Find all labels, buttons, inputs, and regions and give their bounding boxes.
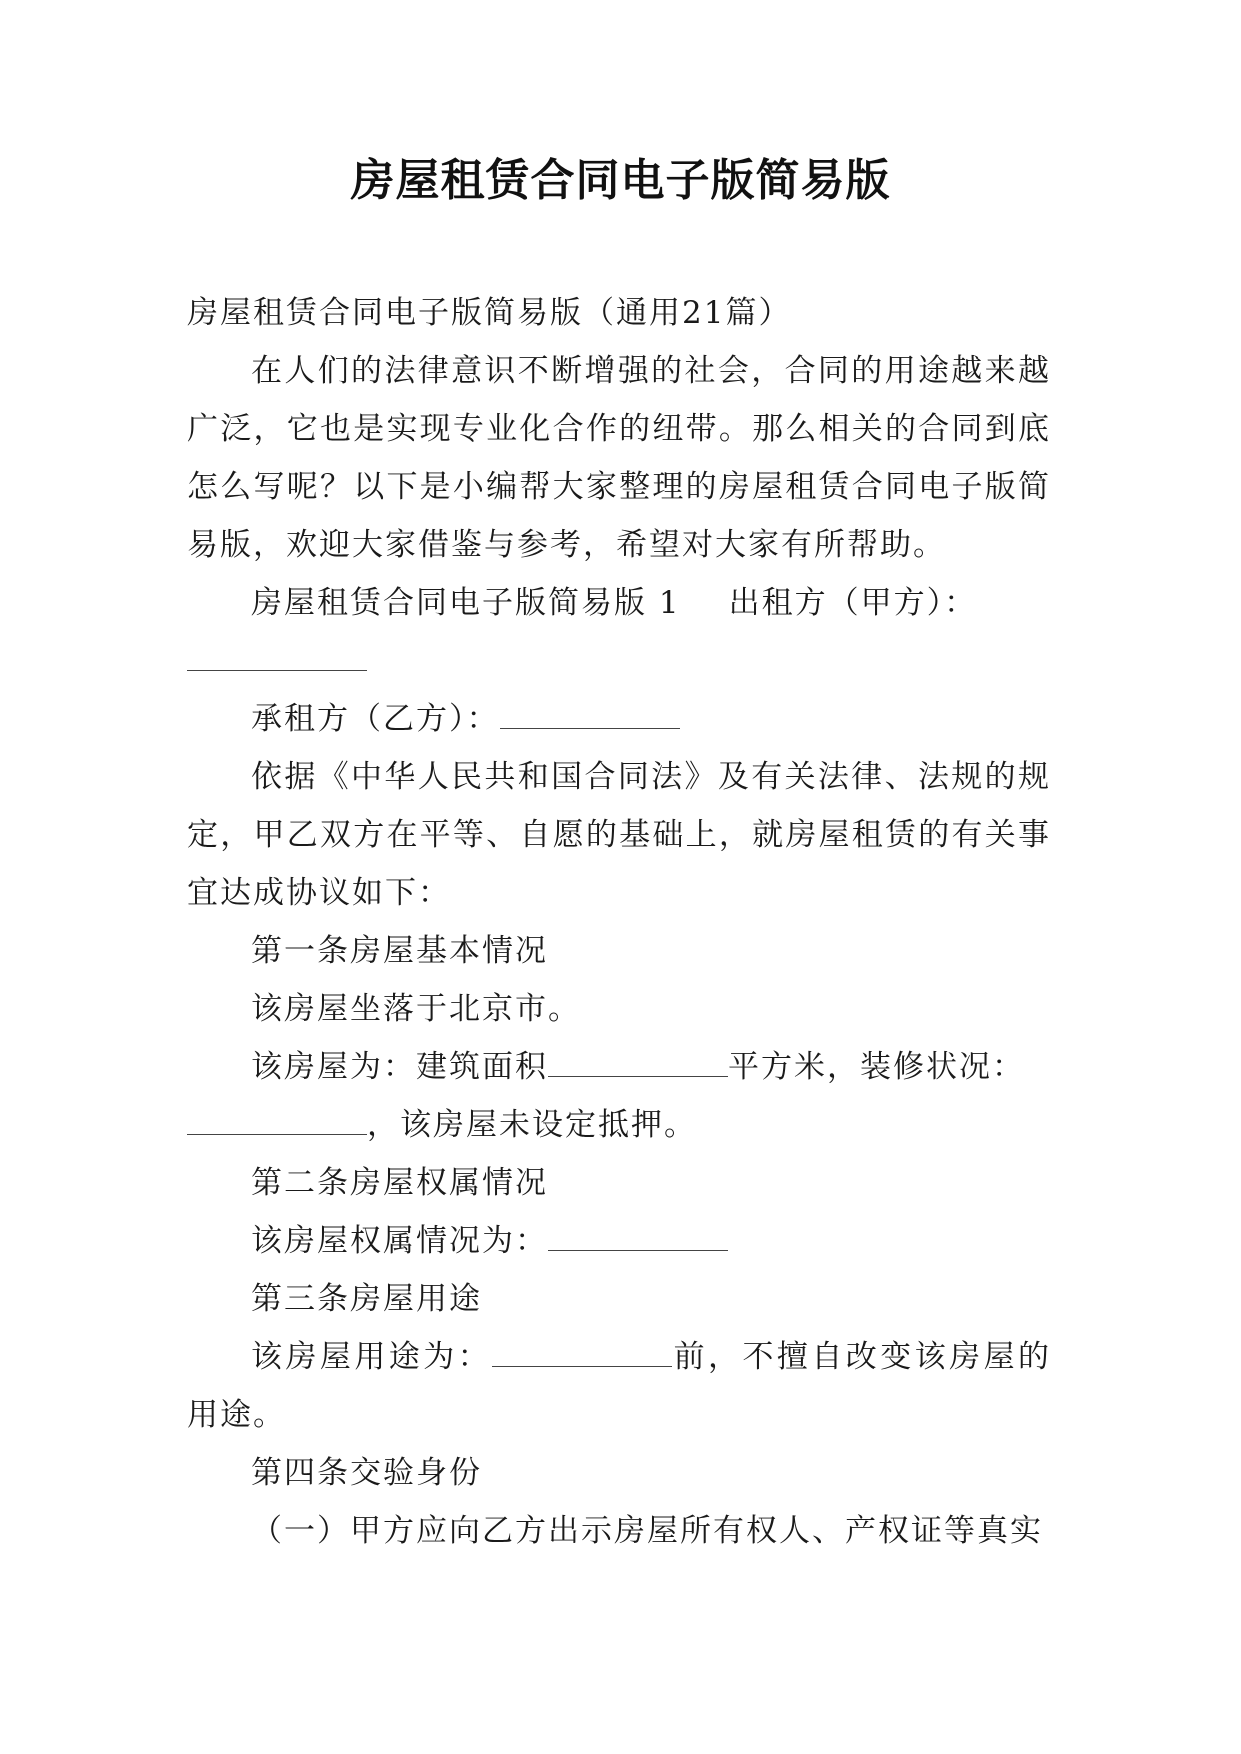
article-1-decoration-line	[187, 1096, 1051, 1154]
party-b-line	[187, 690, 1051, 748]
document-body	[187, 284, 1051, 1560]
area-blank	[548, 1075, 728, 1077]
article-4-item-1: （一）甲方应向乙方出示房屋所有权人、产权证等真实	[251, 1513, 1043, 1549]
area-suffix: 平方米，装修状况：	[728, 1049, 1025, 1085]
party-a-blank	[187, 669, 367, 671]
basis-paragraph: 依据《中华人民共和国合同法》及有关法律、法规的规定，甲乙双方在平等、自愿的基础上，就房屋租赁的有关事宜达成协议如下：	[187, 759, 1051, 911]
article-1-location: 该房屋坐落于北京市。	[251, 991, 581, 1027]
mortgage-text: ，该房屋未设定抵押。	[367, 1107, 697, 1143]
article-4-title: 第四条交验身份	[251, 1455, 482, 1491]
article-2-title: 第二条房屋权属情况	[251, 1165, 548, 1201]
use-prefix: 该房屋用途为：	[251, 1339, 493, 1375]
party-b-blank	[500, 727, 680, 729]
ownership-blank	[548, 1249, 728, 1251]
article-3-use-line	[187, 1328, 1051, 1444]
party-a-blank-line	[187, 632, 1051, 690]
article-3-title: 第三条房屋用途	[251, 1281, 482, 1317]
use-suffix: 前，不擅自改变该房屋的用途。	[187, 1339, 1052, 1433]
area-prefix: 该房屋为：建筑面积	[251, 1049, 548, 1085]
decoration-blank	[187, 1133, 367, 1135]
ownership-label: 该房屋权属情况为：	[251, 1223, 548, 1259]
document-title: 房屋租赁合同电子版简易版	[350, 155, 891, 206]
party-a-label: 出租方（甲方）：	[728, 585, 978, 621]
party-b-label: 承租方（乙方）：	[251, 701, 500, 737]
contract-heading-line	[187, 574, 1051, 632]
intro-paragraph: 在人们的法律意识不断增强的社会，合同的用途越来越广泛，它也是实现专业化合作的纽带。那么相关的合同到底怎么写呢？以下是小编帮大家整理的房屋租赁合同电子版简易版，欢迎大家借鉴与参考，希望对大家有所帮助。	[187, 353, 1051, 563]
use-blank	[492, 1365, 672, 1367]
article-1-title: 第一条房屋基本情况	[251, 933, 548, 969]
article-2-ownership-line	[187, 1212, 1051, 1270]
contract-heading: 房屋租赁合同电子版简易版 1	[251, 585, 681, 621]
document-subtitle: 房屋租赁合同电子版简易版（通用21篇）	[187, 295, 792, 331]
article-1-area-line	[187, 1038, 1051, 1096]
